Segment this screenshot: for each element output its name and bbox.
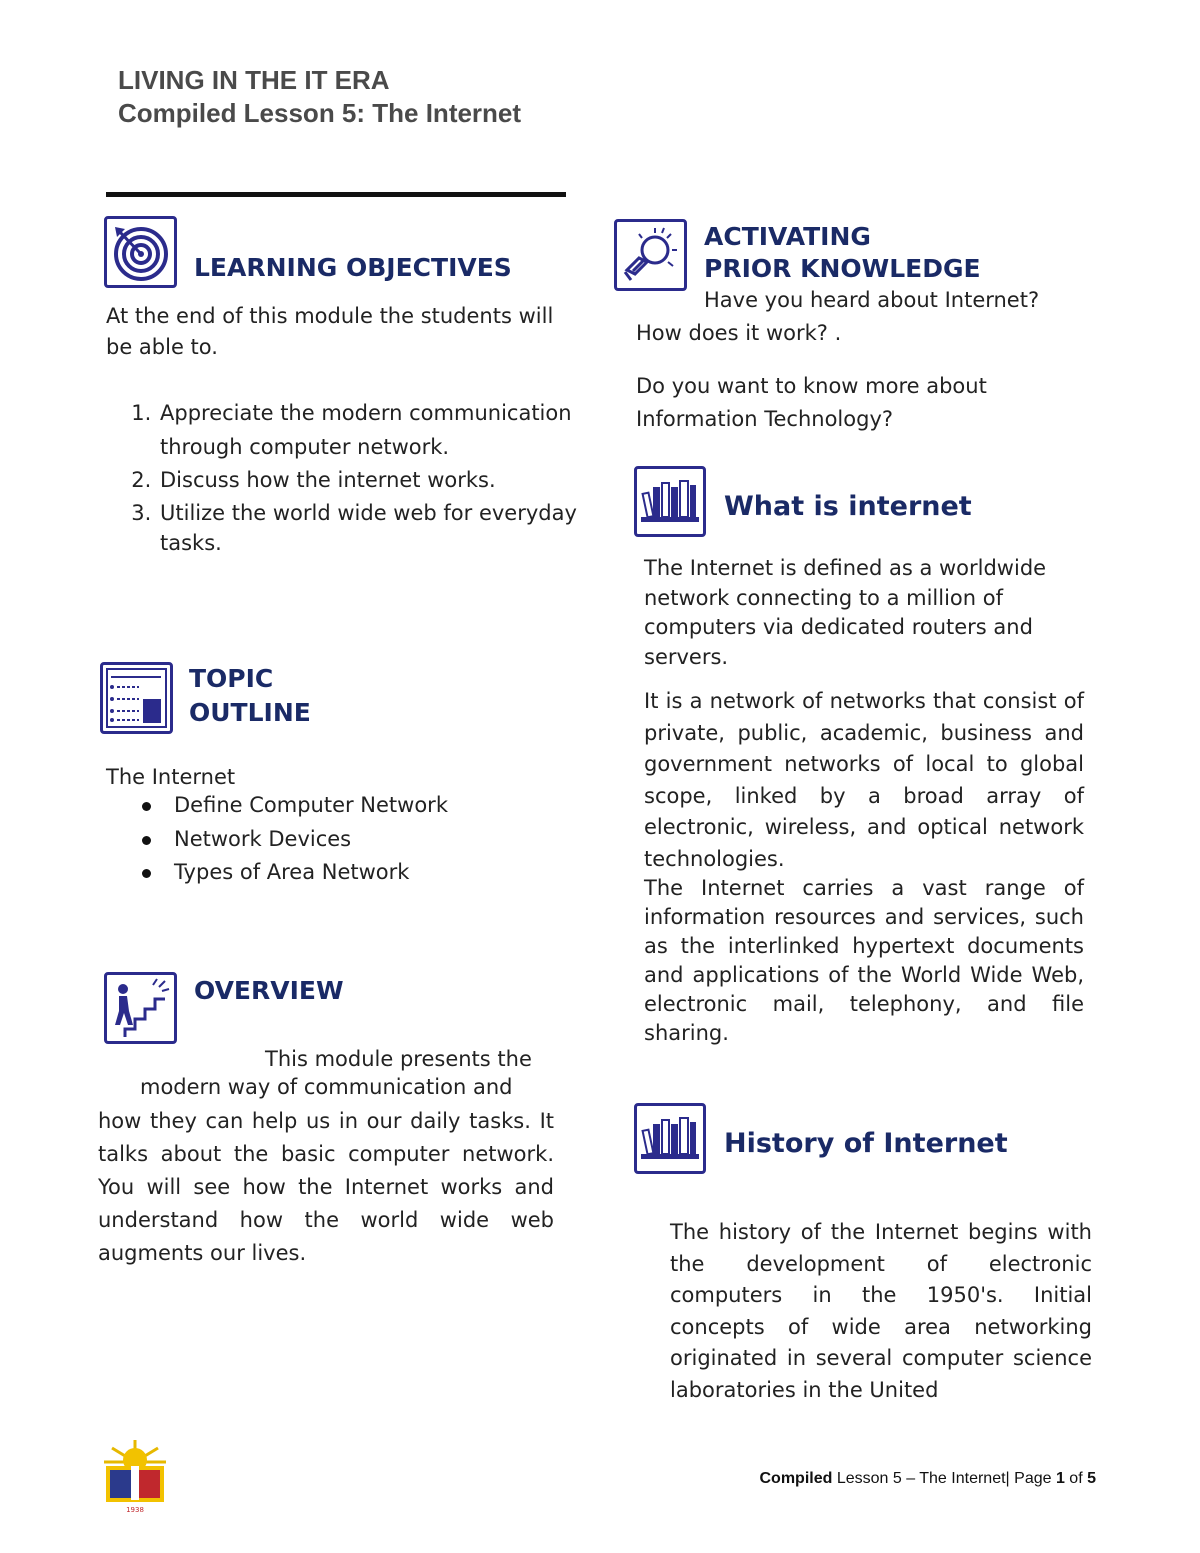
list-item: 2. Discuss how the internet works. — [158, 464, 578, 498]
topic-outline-intro: The Internet — [106, 765, 236, 789]
footer-lesson: Lesson 5 – The Internet| — [832, 1470, 1015, 1487]
topic-outline-title-line2: OUTLINE — [189, 698, 311, 727]
footer-page-number: 1 — [1055, 1470, 1065, 1487]
activating-question-1a: Have you heard about Internet? — [704, 288, 1040, 312]
svg-text:1938: 1938 — [126, 1506, 144, 1514]
activating-title-line2: PRIOR KNOWLEDGE — [704, 254, 981, 283]
books-icon — [634, 1103, 706, 1174]
activating-question-1b: How does it work? . — [636, 321, 842, 345]
target-icon — [104, 216, 177, 288]
outline-icon — [100, 662, 173, 734]
what-is-internet-paragraph-3: The Internet carries a vast range of information resources and services, such as the interlinked hypertext documents and applications of the World Wide Web, electronic mail, telephony, and file sharing. — [644, 876, 1084, 1045]
list-item: Define Computer Network — [138, 789, 558, 823]
books-icon — [634, 466, 706, 537]
history-title: History of Internet — [724, 1128, 1008, 1159]
what-is-internet-title: What is internet — [724, 491, 972, 522]
activating-question-2: Do you want to know more about Information Technology? — [636, 374, 987, 431]
footer-page-label: Page — [1014, 1470, 1056, 1487]
overview-body: how they can help us in our daily tasks. It talks about the basic computer network. You will see how the Internet works and understand how the world wide web augments our lives. — [98, 1109, 554, 1265]
university-logo — [100, 1436, 170, 1514]
document-header-subtitle: Compiled Lesson 5: The Internet — [118, 98, 522, 128]
overview-line2: modern way of communication and — [140, 1075, 513, 1099]
footer-compiled: Compiled — [759, 1470, 833, 1487]
topic-outline-title-line1: TOPIC — [189, 664, 274, 693]
list-item: Network Devices — [138, 823, 558, 857]
learning-objectives-list — [106, 397, 578, 558]
header-rule — [106, 192, 566, 197]
what-is-internet-paragraph-2: It is a network of networks that consist of private, public, academic, business and government networks of local to global scope, linked by a broad array of electronic, wireless, and optical network technologies. — [644, 689, 1084, 871]
what-is-internet-paragraph-1: The Internet is defined as a worldwide network connecting to a million of computers via dedicated routers and servers. — [644, 556, 1047, 669]
overview-line1: This module presents the — [265, 1047, 532, 1071]
stairs-icon — [104, 972, 177, 1044]
footer-of: of — [1064, 1470, 1088, 1487]
topic-outline-list — [138, 789, 558, 890]
list-item: Types of Area Network — [138, 856, 558, 890]
list-item: 3. Utilize the world wide web for everyday tasks. — [158, 498, 578, 558]
history-paragraph-1: The history of the Internet begins with the development of electronic computers in the 1950's. Initial concepts of wide area networking originated in several computer science laboratories in the United — [670, 1220, 1092, 1402]
list-item: 1. Appreciate the modern communication through computer network. — [158, 397, 578, 464]
learning-objectives-intro: At the end of this module the students will be able to. — [106, 304, 554, 359]
document-header-title: LIVING IN THE IT ERA — [118, 65, 390, 95]
lightbulb-icon — [614, 219, 687, 291]
footer-page-total: 5 — [1087, 1470, 1096, 1487]
page-footer — [620, 1470, 1096, 1488]
activating-title-line1: ACTIVATING — [704, 222, 871, 251]
learning-objectives-title: LEARNING OBJECTIVES — [194, 253, 512, 282]
overview-title: OVERVIEW — [194, 976, 344, 1005]
